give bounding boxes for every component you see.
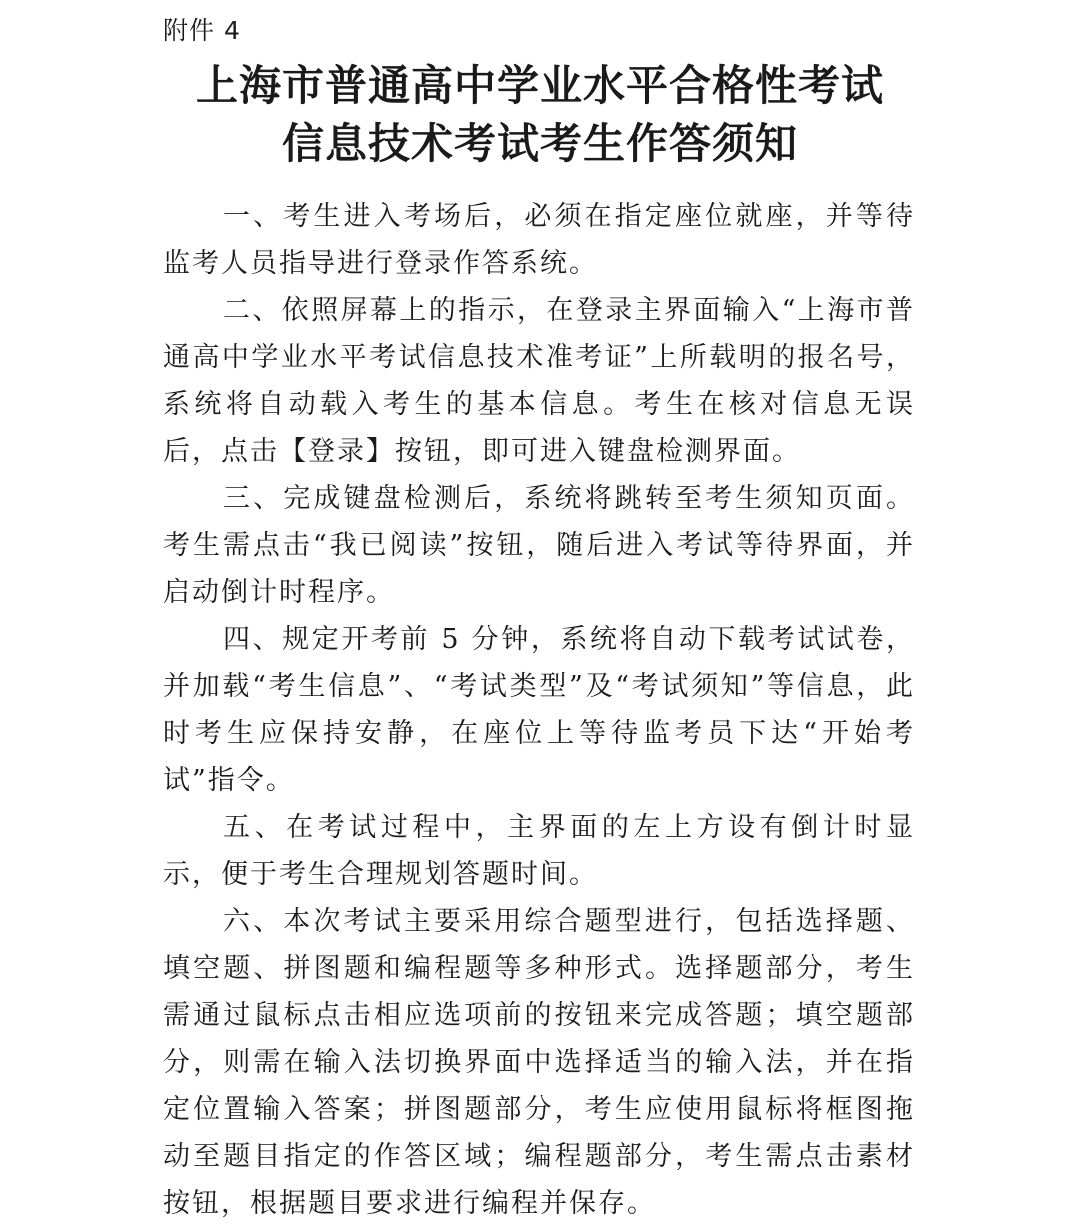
paragraph-3: 三、完成键盘检测后，系统将跳转至考生须知页面。考生需点击“我已阅读”按钮，随后进入考试等待界面，并启动倒计时程序。 [163, 483, 915, 608]
document-title-line-2: 信息技术考试考生作答须知 [281, 119, 798, 168]
paragraph-1: 一、考生进入考场后，必须在指定座位就座，并等待监考人员指导进行登录作答系统。 [163, 201, 915, 279]
paragraph-4: 四、规定开考前 5 分钟，系统将自动下载考试试卷，并加载“考生信息”、“考试类型”及“考试须知”等信息，此时考生应保持安静，在座位上等待监考员下达“开始考试”指令。 [163, 624, 915, 796]
attachment-label: 附件 4 [163, 16, 241, 45]
paragraph-5: 五、在考试过程中，主界面的左上方设有倒计时显示，便于考生合理规划答题时间。 [163, 812, 915, 890]
paragraph-2: 二、依照屏幕上的指示，在登录主界面输入“上海市普通高中学业水平考试信息技术准考证”上所载明的报名号，系统将自动载入考生的基本信息。考生在核对信息无误后，点击【登录】按钮，即可进入键盘检测界面。 [163, 295, 915, 467]
document-title-line-1: 上海市普通高中学业水平合格性考试 [195, 61, 884, 110]
paragraph-6: 六、本次考试主要采用综合题型进行，包括选择题、填空题、拼图题和编程题等多种形式。选择题部分，考生需通过鼠标点击相应选项前的按钮来完成答题；填空题部分，则需在输入法切换界面中选择适当的输入法，并在指定位置输入答案；拼图题部分，考生应使用鼠标将框图拖动至题目指定的作答区域；编程题部分，考生需点击素材按钮，根据题目要求进行编程并保存。 [163, 906, 915, 1219]
document-body [163, 193, 915, 1227]
